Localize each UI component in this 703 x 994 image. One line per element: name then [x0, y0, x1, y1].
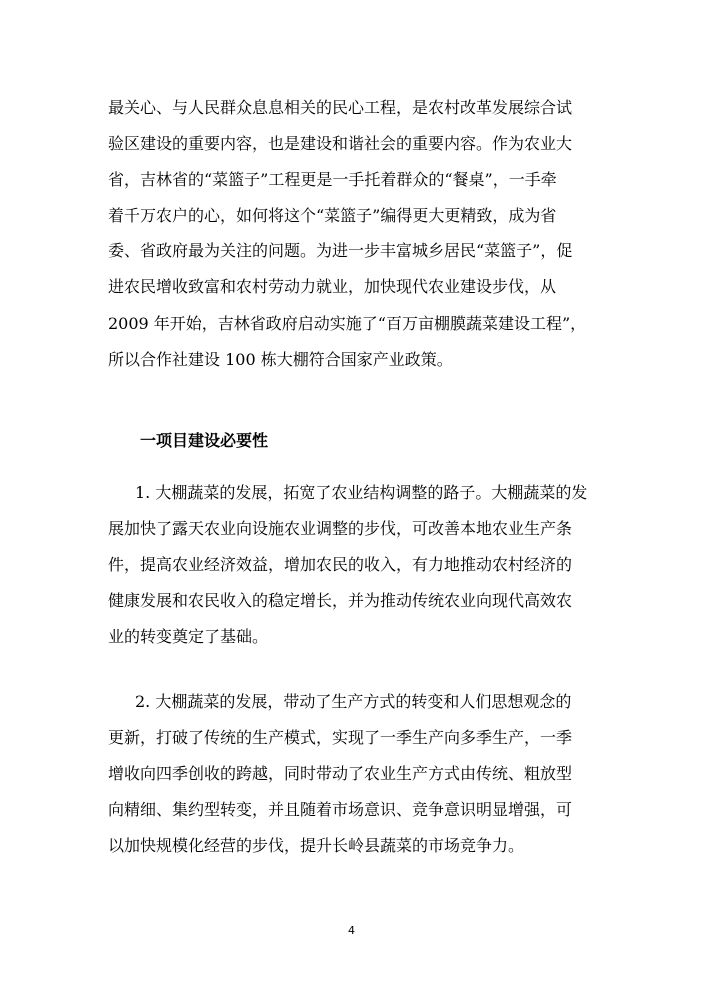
intro-line: 验区建设的重要内容，也是建设和谐社会的重要内容。作为农业大: [108, 134, 573, 153]
intro-line: 委、省政府最为关注的问题。为进一步丰富城乡居民“菜篮子”，促: [108, 241, 573, 260]
intro-line: 所以合作社建设 100 栋大棚符合国家产业政策。: [108, 350, 453, 369]
intro-line: 进农民增收致富和农村劳动力就业，加快现代农业建设步伐，从: [108, 277, 557, 296]
paragraph-2-line: 增收向四季创收的跨越，同时带动了农业生产方式由传统、粗放型: [108, 764, 573, 783]
paragraph-2-line: 以加快规模化经营的步伐，提升长岭县蔬菜的市场竞争力。: [108, 836, 525, 855]
paragraph-2-line: 2. 大棚蔬菜的发展，带动了生产方式的转变和人们思想观念的: [135, 692, 572, 711]
paragraph-2-line: 向精细、集约型转变，并且随着市场意识、竞争意识明显增强，可: [108, 800, 573, 819]
intro-line: 省，吉林省的“菜篮子”工程更是一手托着群众的“餐桌”，一手牵: [108, 170, 557, 189]
paragraph-2-line: 更新，打破了传统的生产模式，实现了一季生产向多季生产，一季: [108, 728, 573, 747]
paragraph-1-line: 业的转变奠定了基础。: [108, 627, 269, 646]
intro-line: 着千万农户的心，如何将这个“菜篮子”编得更大更精致，成为省: [108, 206, 557, 225]
paragraph-1-line: 件，提高农业经济效益，增加农民的收入，有力地推动农村经济的: [108, 555, 573, 574]
paragraph-1-line: 健康发展和农民收入的稳定增长，并为推动传统农业向现代高效农: [108, 591, 573, 610]
paragraph-1-line: 1. 大棚蔬菜的发展，拓宽了农业结构调整的路子。大棚蔬菜的发: [135, 483, 588, 502]
section-heading: 一项目建设必要性: [140, 431, 269, 450]
paragraph-1-line: 展加快了露天农业向设施农业调整的步伐，可改善本地农业生产条: [108, 519, 573, 538]
intro-line: 2009 年开始，吉林省政府启动实施了“百万亩棚膜蔬菜建设工程”，: [108, 314, 587, 333]
page-number: 4: [348, 924, 355, 937]
intro-line: 最关心、与人民群众息息相关的民心工程，是农村改革发展综合试: [108, 98, 573, 117]
